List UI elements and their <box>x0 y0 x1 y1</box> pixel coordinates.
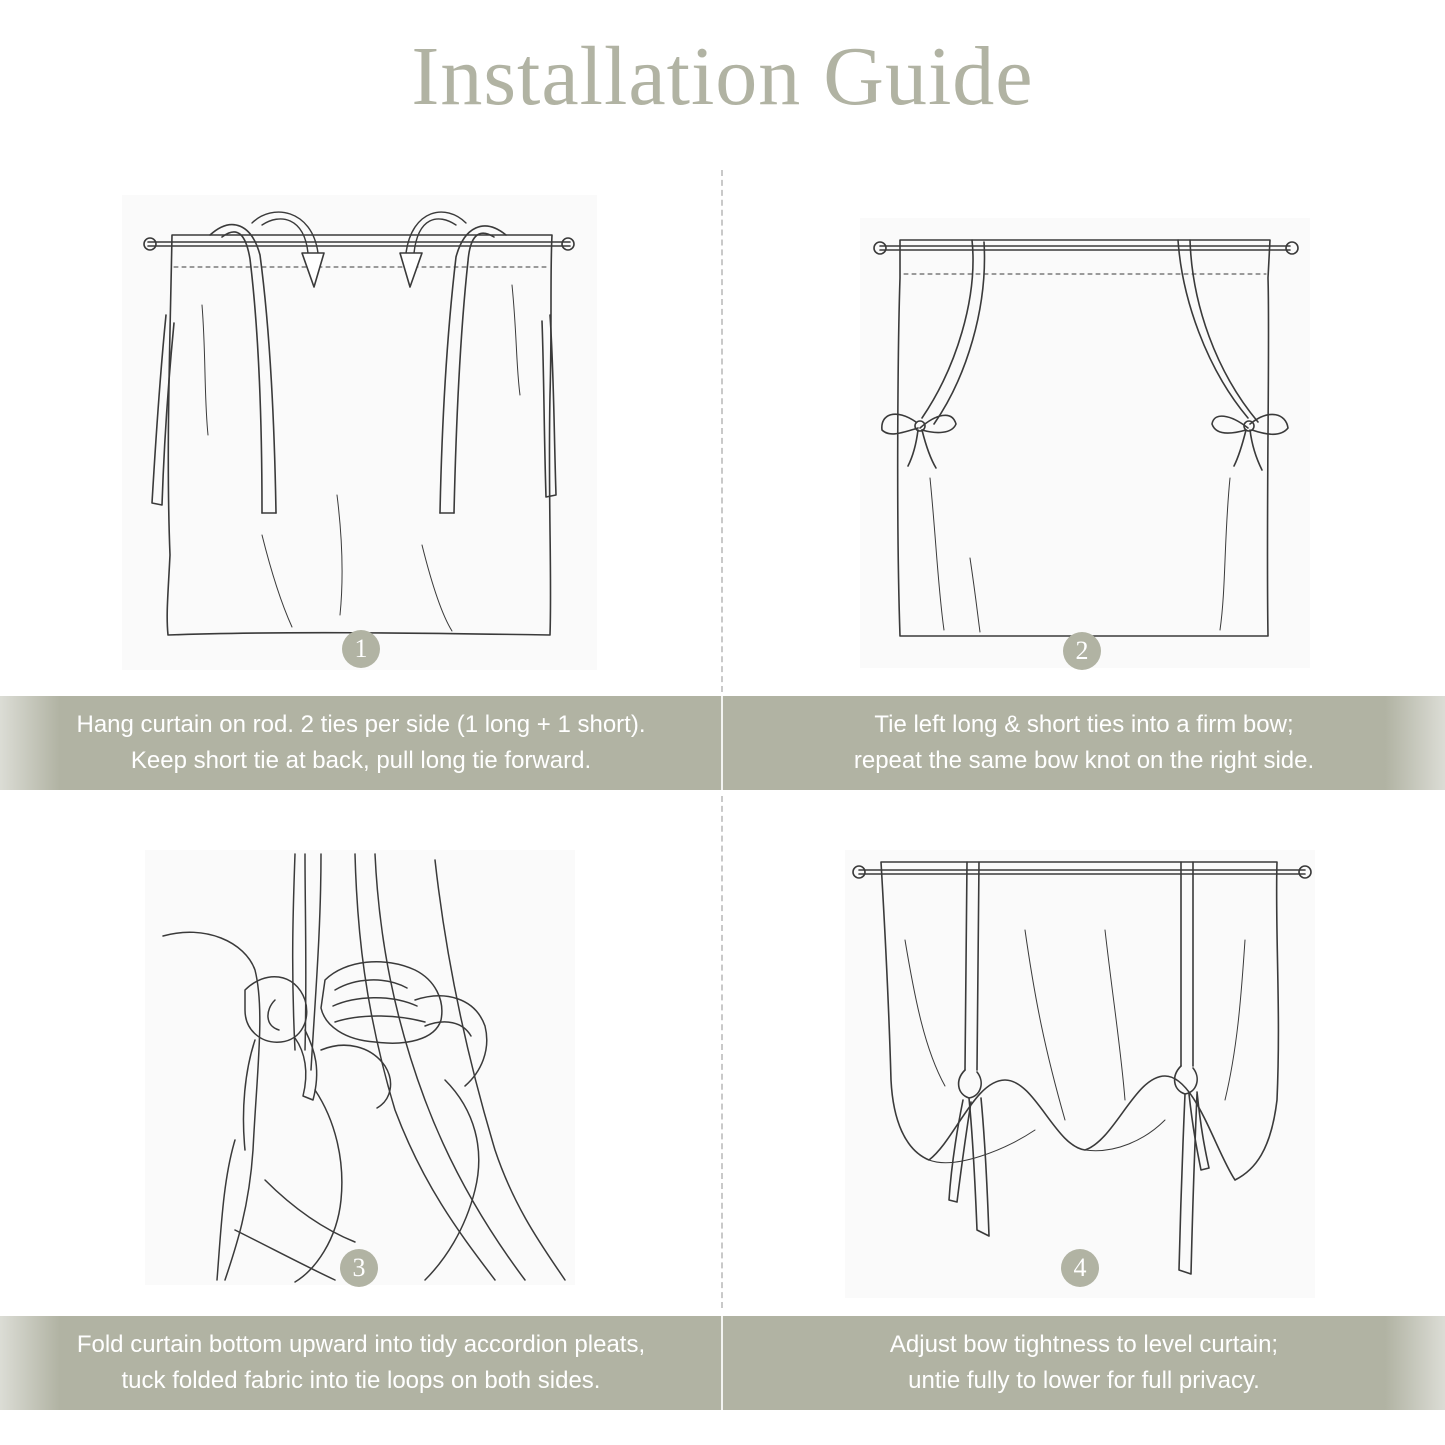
page-title: Installation Guide <box>411 30 1034 123</box>
step-4-caption-line-2: untie fully to lower for full privacy. <box>908 1367 1260 1394</box>
step-4-number-badge: 4 <box>1061 1249 1099 1287</box>
step-4-caption <box>723 1316 1445 1410</box>
step-3-number-badge: 3 <box>340 1249 378 1287</box>
caption-band-top <box>0 696 1445 790</box>
step-1-illustration <box>122 195 597 670</box>
step-4-caption-line-1: Adjust bow tightness to level curtain; <box>889 1331 1279 1358</box>
column-divider-top <box>721 170 723 692</box>
step-2-illustration <box>860 218 1310 668</box>
step-3-caption-line-1: Fold curtain bottom upward into tidy accordion pleats, <box>76 1331 646 1358</box>
column-divider-bottom <box>721 796 723 1308</box>
step-1-caption-line-2: Keep short tie at back, pull long tie forward. <box>130 747 592 774</box>
step-1-caption <box>0 696 722 790</box>
caption-band-bottom <box>0 1316 1445 1410</box>
step-1-caption-line-1: Hang curtain on rod. 2 ties per side (1 long + 1 short). <box>76 711 646 738</box>
step-3-caption <box>0 1316 722 1410</box>
step-4-illustration <box>845 850 1315 1298</box>
step-3-caption-line-2: tuck folded fabric into tie loops on both sides. <box>121 1367 601 1394</box>
step-2-caption-line-1: Tie left long & short ties into a firm bow; <box>874 711 1294 738</box>
step-2-caption-line-2: repeat the same bow knot on the right side. <box>853 747 1315 774</box>
step-2-number-badge: 2 <box>1063 632 1101 670</box>
step-3-illustration <box>145 850 575 1285</box>
step-2-caption <box>723 696 1445 790</box>
step-1-number-badge: 1 <box>342 630 380 668</box>
